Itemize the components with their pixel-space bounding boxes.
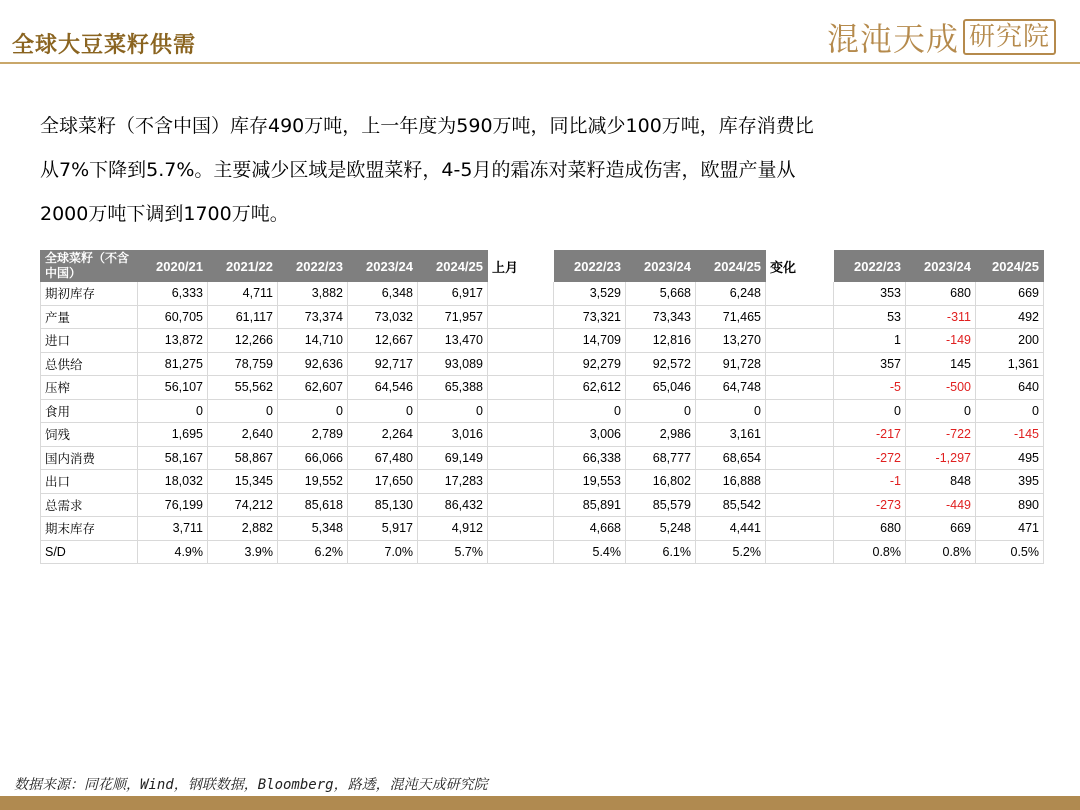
row-label: 国内消费 xyxy=(41,446,138,470)
cell-main: 81,275 xyxy=(138,352,208,376)
cell-blank xyxy=(488,493,554,517)
cell-blank xyxy=(766,329,834,353)
cell-blank xyxy=(488,423,554,447)
cell-change: 492 xyxy=(976,305,1044,329)
cell-change: -449 xyxy=(906,493,976,517)
cell-main: 2,264 xyxy=(348,423,418,447)
cell-main: 6,917 xyxy=(418,282,488,306)
cell-main: 5.7% xyxy=(418,540,488,564)
cell-blank xyxy=(766,470,834,494)
cell-change: 471 xyxy=(976,517,1044,541)
table-row xyxy=(41,305,1044,329)
cell-prev-month: 5,668 xyxy=(626,282,696,306)
cell-prev-month: 16,888 xyxy=(696,470,766,494)
table-body xyxy=(41,282,1044,564)
cell-blank xyxy=(766,423,834,447)
row-label: 总需求 xyxy=(41,493,138,517)
cell-prev-month: 65,046 xyxy=(626,376,696,400)
header-group-prev-month: 上月 xyxy=(488,251,554,282)
cell-prev-month: 4,441 xyxy=(696,517,766,541)
cell-blank xyxy=(766,352,834,376)
cell-prev-month: 16,802 xyxy=(626,470,696,494)
cell-main: 86,432 xyxy=(418,493,488,517)
cell-main: 74,212 xyxy=(208,493,278,517)
cell-prev-month: 0 xyxy=(554,399,626,423)
brand-name: 混沌天成 xyxy=(826,20,959,58)
cell-main: 6,348 xyxy=(348,282,418,306)
data-source-note: 数据来源：同花顺，Wind，钢联数据，Bloomberg，路透，混沌天成研究院 xyxy=(14,777,488,793)
cell-change: -5 xyxy=(834,376,906,400)
cell-change: 495 xyxy=(976,446,1044,470)
table-row xyxy=(41,470,1044,494)
cell-prev-month: 71,465 xyxy=(696,305,766,329)
row-label: 进口 xyxy=(41,329,138,353)
header-change-year: 2024/25 xyxy=(976,251,1044,282)
cell-main: 69,149 xyxy=(418,446,488,470)
summary-text xyxy=(40,104,1040,236)
summary-line-1: 全球菜籽（不含中国）库存490万吨，上一年度为590万吨，同比减少100万吨，库存消费比 xyxy=(40,115,814,137)
cell-main: 5,348 xyxy=(278,517,348,541)
table-row xyxy=(41,282,1044,306)
cell-main: 0 xyxy=(278,399,348,423)
table-row xyxy=(41,446,1044,470)
cell-change: 640 xyxy=(976,376,1044,400)
cell-prev-month: 3,529 xyxy=(554,282,626,306)
cell-change: 0 xyxy=(906,399,976,423)
cell-main: 3,711 xyxy=(138,517,208,541)
cell-prev-month: 91,728 xyxy=(696,352,766,376)
cell-prev-month: 6,248 xyxy=(696,282,766,306)
cell-main: 64,546 xyxy=(348,376,418,400)
cell-main: 76,199 xyxy=(138,493,208,517)
cell-prev-month: 64,748 xyxy=(696,376,766,400)
cell-main: 6,333 xyxy=(138,282,208,306)
cell-change: 1,361 xyxy=(976,352,1044,376)
cell-main: 92,717 xyxy=(348,352,418,376)
slide-title: 全球大豆菜籽供需 xyxy=(12,32,197,58)
cell-change: -149 xyxy=(906,329,976,353)
cell-change: 0.8% xyxy=(834,540,906,564)
cell-change: -500 xyxy=(906,376,976,400)
cell-main: 5,917 xyxy=(348,517,418,541)
cell-prev-month: 0 xyxy=(626,399,696,423)
cell-main: 0 xyxy=(348,399,418,423)
cell-change: 53 xyxy=(834,305,906,329)
cell-change: -272 xyxy=(834,446,906,470)
cell-blank xyxy=(766,517,834,541)
cell-main: 85,130 xyxy=(348,493,418,517)
cell-blank xyxy=(766,540,834,564)
row-label: 压榨 xyxy=(41,376,138,400)
cell-change: -1 xyxy=(834,470,906,494)
row-label: 期初库存 xyxy=(41,282,138,306)
table-row xyxy=(41,493,1044,517)
table-corner-label: 全球菜籽（不含中国） xyxy=(41,251,138,282)
cell-prev-month: 3,161 xyxy=(696,423,766,447)
cell-prev-month: 66,338 xyxy=(554,446,626,470)
cell-prev-month: 5.2% xyxy=(696,540,766,564)
cell-main: 4,912 xyxy=(418,517,488,541)
cell-change: 890 xyxy=(976,493,1044,517)
table-row xyxy=(41,376,1044,400)
cell-main: 66,066 xyxy=(278,446,348,470)
cell-prev-month: 68,654 xyxy=(696,446,766,470)
cell-prev-month: 5,248 xyxy=(626,517,696,541)
brand-logo xyxy=(827,14,1056,60)
header-change-year: 2022/23 xyxy=(834,251,906,282)
cell-main: 1,695 xyxy=(138,423,208,447)
cell-blank xyxy=(488,517,554,541)
row-label: S/D xyxy=(41,540,138,564)
cell-prev-month: 0 xyxy=(696,399,766,423)
cell-main: 4,711 xyxy=(208,282,278,306)
cell-blank xyxy=(488,540,554,564)
table-row xyxy=(41,423,1044,447)
cell-prev-month: 12,816 xyxy=(626,329,696,353)
cell-main: 17,283 xyxy=(418,470,488,494)
cell-main: 17,650 xyxy=(348,470,418,494)
cell-change: -311 xyxy=(906,305,976,329)
cell-main: 60,705 xyxy=(138,305,208,329)
cell-change: 680 xyxy=(834,517,906,541)
cell-blank xyxy=(488,305,554,329)
cell-change: 669 xyxy=(976,282,1044,306)
cell-main: 3.9% xyxy=(208,540,278,564)
cell-prev-month: 13,270 xyxy=(696,329,766,353)
cell-change: 1 xyxy=(834,329,906,353)
cell-prev-month: 5.4% xyxy=(554,540,626,564)
cell-change: 0 xyxy=(976,399,1044,423)
cell-main: 0 xyxy=(418,399,488,423)
cell-blank xyxy=(488,470,554,494)
header-divider xyxy=(0,62,1080,64)
cell-main: 18,032 xyxy=(138,470,208,494)
cell-main: 13,872 xyxy=(138,329,208,353)
cell-prev-month: 85,891 xyxy=(554,493,626,517)
header-prev-year: 2024/25 xyxy=(696,251,766,282)
cell-blank xyxy=(766,446,834,470)
cell-prev-month: 85,579 xyxy=(626,493,696,517)
row-label: 产量 xyxy=(41,305,138,329)
table-row xyxy=(41,329,1044,353)
cell-main: 85,618 xyxy=(278,493,348,517)
table-row xyxy=(41,352,1044,376)
cell-main: 0 xyxy=(138,399,208,423)
cell-main: 58,167 xyxy=(138,446,208,470)
cell-main: 58,867 xyxy=(208,446,278,470)
cell-change: -722 xyxy=(906,423,976,447)
cell-prev-month: 92,279 xyxy=(554,352,626,376)
cell-prev-month: 62,612 xyxy=(554,376,626,400)
cell-main: 3,016 xyxy=(418,423,488,447)
table-row xyxy=(41,540,1044,564)
cell-main: 2,789 xyxy=(278,423,348,447)
cell-main: 19,552 xyxy=(278,470,348,494)
cell-main: 2,882 xyxy=(208,517,278,541)
cell-main: 61,117 xyxy=(208,305,278,329)
cell-blank xyxy=(488,399,554,423)
cell-change: 848 xyxy=(906,470,976,494)
cell-change: 680 xyxy=(906,282,976,306)
cell-prev-month: 73,343 xyxy=(626,305,696,329)
cell-blank xyxy=(766,493,834,517)
cell-main: 14,710 xyxy=(278,329,348,353)
cell-main: 65,388 xyxy=(418,376,488,400)
cell-change: -273 xyxy=(834,493,906,517)
cell-change: -1,297 xyxy=(906,446,976,470)
cell-change: 145 xyxy=(906,352,976,376)
row-label: 食用 xyxy=(41,399,138,423)
cell-main: 92,636 xyxy=(278,352,348,376)
row-label: 饲残 xyxy=(41,423,138,447)
cell-main: 6.2% xyxy=(278,540,348,564)
cell-blank xyxy=(488,282,554,306)
cell-blank xyxy=(488,352,554,376)
table-row xyxy=(41,399,1044,423)
cell-main: 73,032 xyxy=(348,305,418,329)
cell-change: 357 xyxy=(834,352,906,376)
cell-prev-month: 92,572 xyxy=(626,352,696,376)
cell-prev-month: 6.1% xyxy=(626,540,696,564)
cell-main: 13,470 xyxy=(418,329,488,353)
cell-prev-month: 68,777 xyxy=(626,446,696,470)
cell-main: 73,374 xyxy=(278,305,348,329)
slide-header xyxy=(0,0,1080,64)
cell-blank xyxy=(766,399,834,423)
header-prev-year: 2022/23 xyxy=(554,251,626,282)
cell-main: 55,562 xyxy=(208,376,278,400)
cell-prev-month: 85,542 xyxy=(696,493,766,517)
cell-change: 200 xyxy=(976,329,1044,353)
row-label: 总供给 xyxy=(41,352,138,376)
cell-change: 0.5% xyxy=(976,540,1044,564)
cell-prev-month: 14,709 xyxy=(554,329,626,353)
header-group-change: 变化 xyxy=(766,251,834,282)
cell-main: 67,480 xyxy=(348,446,418,470)
cell-change: -217 xyxy=(834,423,906,447)
cell-main: 12,266 xyxy=(208,329,278,353)
cell-main: 2,640 xyxy=(208,423,278,447)
cell-main: 7.0% xyxy=(348,540,418,564)
row-label: 出口 xyxy=(41,470,138,494)
cell-main: 71,957 xyxy=(418,305,488,329)
header-main-year: 2022/23 xyxy=(278,251,348,282)
rapeseed-balance-table xyxy=(40,250,1044,564)
cell-blank xyxy=(488,376,554,400)
footer-bar xyxy=(0,796,1080,810)
cell-change: 395 xyxy=(976,470,1044,494)
cell-change: 669 xyxy=(906,517,976,541)
table-row xyxy=(41,517,1044,541)
table-header-row xyxy=(41,251,1044,282)
cell-change: 0.8% xyxy=(906,540,976,564)
cell-main: 0 xyxy=(208,399,278,423)
brand-seal: 研究院 xyxy=(963,19,1056,55)
cell-prev-month: 4,668 xyxy=(554,517,626,541)
header-main-year: 2024/25 xyxy=(418,251,488,282)
cell-main: 56,107 xyxy=(138,376,208,400)
cell-blank xyxy=(488,446,554,470)
cell-blank xyxy=(766,305,834,329)
cell-prev-month: 2,986 xyxy=(626,423,696,447)
summary-line-2: 从7%下降到5.7%。主要减少区域是欧盟菜籽，4-5月的霜冻对菜籽造成伤害，欧盟产量从 xyxy=(40,159,796,181)
cell-prev-month: 73,321 xyxy=(554,305,626,329)
header-main-year: 2021/22 xyxy=(208,251,278,282)
cell-main: 62,607 xyxy=(278,376,348,400)
row-label: 期末库存 xyxy=(41,517,138,541)
cell-prev-month: 3,006 xyxy=(554,423,626,447)
cell-prev-month: 19,553 xyxy=(554,470,626,494)
header-main-year: 2023/24 xyxy=(348,251,418,282)
cell-main: 4.9% xyxy=(138,540,208,564)
header-main-year: 2020/21 xyxy=(138,251,208,282)
cell-main: 3,882 xyxy=(278,282,348,306)
cell-main: 12,667 xyxy=(348,329,418,353)
header-prev-year: 2023/24 xyxy=(626,251,696,282)
cell-blank xyxy=(766,282,834,306)
cell-main: 93,089 xyxy=(418,352,488,376)
summary-line-3: 2000万吨下调到1700万吨。 xyxy=(40,203,289,225)
cell-blank xyxy=(766,376,834,400)
cell-main: 15,345 xyxy=(208,470,278,494)
header-change-year: 2023/24 xyxy=(906,251,976,282)
cell-change: 353 xyxy=(834,282,906,306)
cell-change: 0 xyxy=(834,399,906,423)
cell-blank xyxy=(488,329,554,353)
cell-change: -145 xyxy=(976,423,1044,447)
cell-main: 78,759 xyxy=(208,352,278,376)
